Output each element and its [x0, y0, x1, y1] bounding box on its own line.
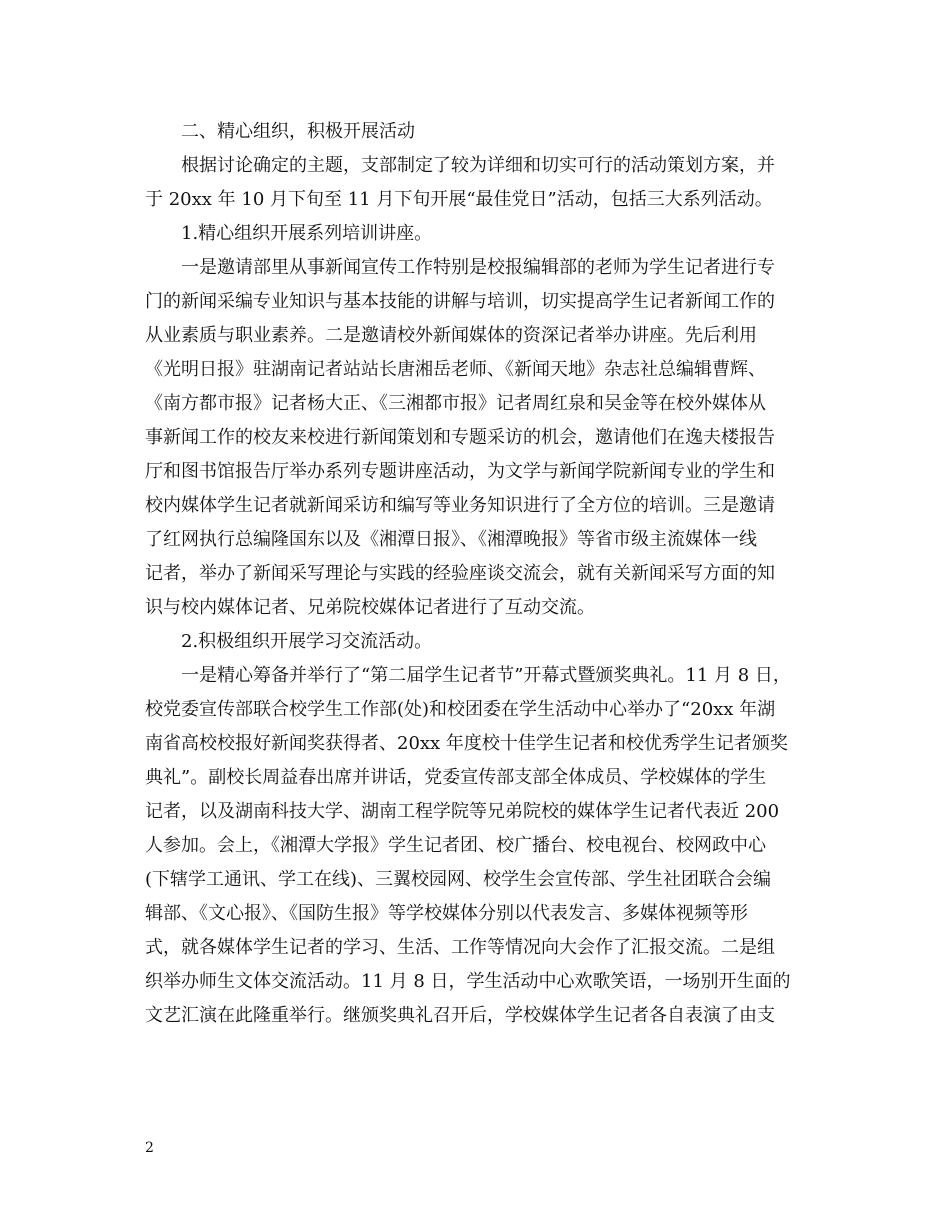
document-body: [145, 115, 810, 1033]
text-line: 事新闻工作的校友来校进行新闻策划和专题采访的机会，邀请他们在逸夫楼报告: [145, 427, 775, 448]
text-line: 根据讨论确定的主题，支部制定了较为详细和切实可行的活动策划方案，并: [181, 155, 775, 176]
text-line: 典礼”。副校长周益春出席并讲话，党委宣传部支部全体成员、学校媒体的学生: [145, 767, 767, 788]
text-line: 南省高校校报好新闻奖获得者、20xx 年度校十佳学生记者和校优秀学生记者颁奖: [145, 733, 788, 754]
text-line: 了红网执行总编隆国东以及《湘潭日报》、《湘潭晚报》等省市级主流媒体一线: [145, 529, 757, 550]
text-line: 记者，以及湖南科技大学、湖南工程学院等兄弟院校的媒体学生记者代表近 200: [145, 801, 780, 822]
subsection-heading: 1.精心组织开展系列培训讲座。: [181, 223, 433, 244]
text-line: 式，就各媒体学生记者的学习、生活、工作等情况向大会作了汇报交流。二是组: [145, 937, 775, 958]
text-line: 于 20xx 年 10 月下旬至 11 月下旬开展“最佳党日”活动，包括三大系列活动。: [145, 189, 773, 210]
text-line: 一是精心筹备并举行了“第二届学生记者节”开幕式暨颁奖典礼。11 月 8 日，: [181, 665, 791, 686]
text-line: 从业素质与职业素养。二是邀请校外新闻媒体的资深记者举办讲座。先后利用: [145, 325, 757, 346]
text-line: 校党委宣传部联合校学生工作部(处)和校团委在学生活动中心举办了“20xx 年湖: [145, 699, 776, 720]
subsection-heading: 2.积极组织开展学习交流活动。: [181, 631, 433, 652]
text-line: (下辖学工通讯、学工在线)、三翼校园网、校学生会宣传部、学生社团联合会编: [145, 869, 772, 890]
text-line: 一是邀请部里从事新闻宣传工作特别是校报编辑部的老师为学生记者进行专: [181, 257, 775, 278]
text-line: 校内媒体学生记者就新闻采访和编写等业务知识进行了全方位的培训。三是邀请: [145, 495, 775, 516]
text-line: 文艺汇演在此隆重举行。继颁奖典礼召开后，学校媒体学生记者各自表演了由支: [145, 1005, 775, 1026]
text-line: 《光明日报》驻湖南记者站站长唐湘岳老师、《新闻天地》杂志社总编辑曹辉、: [145, 359, 766, 380]
page-number: 2: [145, 1140, 154, 1156]
text-line: 记者，举办了新闻采写理论与实践的经验座谈交流会，就有关新闻采写方面的知: [145, 563, 775, 584]
text-line: 织举办师生文体交流活动。11 月 8 日，学生活动中心欢歌笑语，一场别开生面的: [145, 971, 791, 992]
text-line: 识与校内媒体记者、兄弟院校媒体记者进行了互动交流。: [145, 597, 595, 618]
section-heading: 二、精心组织，积极开展活动: [181, 121, 415, 142]
text-line: 人参加。会上，《湘潭大学报》学生记者团、校广播台、校电视台、校网政中心: [145, 835, 766, 856]
text-line: 门的新闻采编专业知识与基本技能的讲解与培训，切实提高学生记者新闻工作的: [145, 291, 775, 312]
text-line: 辑部、《文心报》、《国防生报》等学校媒体分别以代表发言、多媒体视频等形: [145, 903, 748, 924]
text-line: 《南方都市报》记者杨大正、《三湘都市报》记者周红泉和吴金等在校外媒体从: [145, 393, 766, 414]
text-line: 厅和图书馆报告厅举办系列专题讲座活动，为文学与新闻学院新闻专业的学生和: [145, 461, 775, 482]
